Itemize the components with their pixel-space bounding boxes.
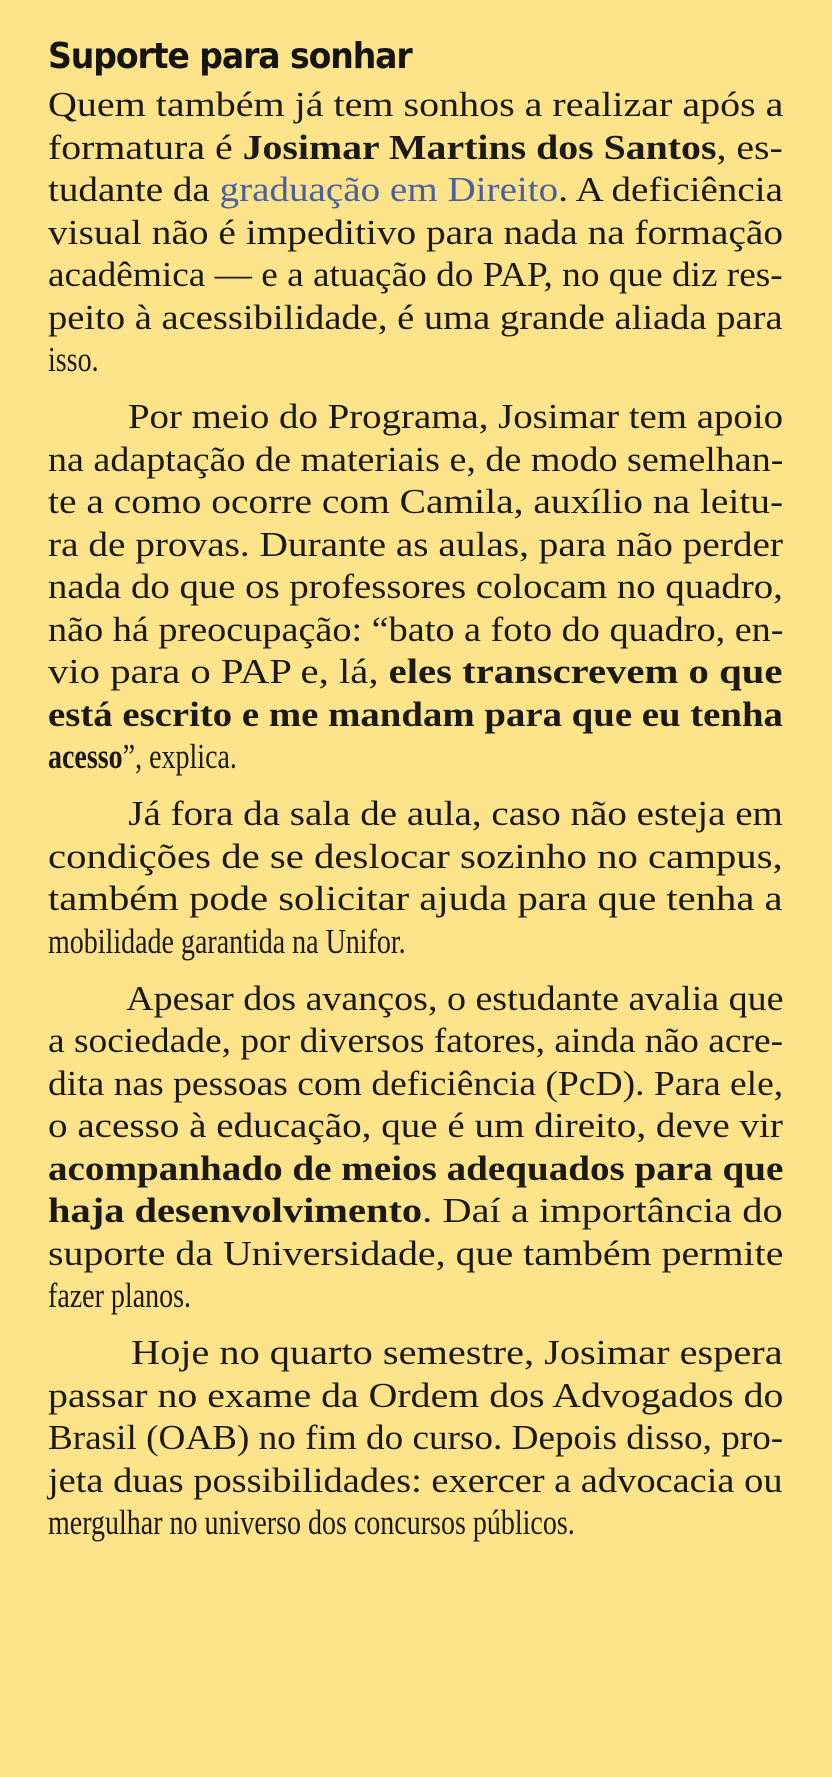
body-text: o acesso à educação, que é um direito, deve vir [48,1106,783,1145]
text-line [48,1502,636,1545]
body-text: isso. [48,340,99,379]
body-text: a sociedade, por diversos fatores, ainda não acre- [48,1021,784,1060]
body-text: . Daí a importância do [422,1191,783,1230]
body-text: visual não é impeditivo para nada na formação [48,212,784,252]
text-line [48,651,832,694]
paragraph [48,84,783,382]
body-text: vio para o PAP e, lá, [48,652,389,691]
text-line [48,1148,832,1191]
text-line [48,921,636,964]
body-text: passar no exame da Ordem dos Advogados do [48,1375,784,1415]
text-line [48,339,636,382]
body-text: condições de se deslocar sozinho no campus, [48,836,783,876]
text-line [48,694,832,737]
body-text: te a como ocorre com Camila, auxílio na leitu- [48,482,784,521]
emphasis-text: haja desenvolvimento [48,1191,423,1230]
body-text: Quem também já tem sonhos a realizar após a [48,85,784,124]
emphasis-text: Josimar Martins dos Santos [242,127,717,167]
emphasis-text: acompanhado de meios adequados para que [48,1148,784,1188]
body-text: nada do que os professores colocam no quadro, [48,567,783,606]
paragraph [48,1332,783,1545]
text-line [48,1460,832,1503]
text-line [48,793,832,836]
text-line [48,566,832,609]
text-line [48,609,832,652]
body-text: mobilidade garantida na Unifor. [48,921,406,961]
text-line [48,1375,832,1418]
emphasis-text: eles transcrevem o que [388,652,783,691]
text-line [48,212,832,255]
article-body [48,84,783,1559]
text-line [48,1105,832,1148]
emphasis-text: acesso [48,737,123,776]
text-line [48,297,832,340]
body-text: também pode solicitar ajuda para que tenha a [48,879,783,918]
body-text: acadêmica — e a atuação do PAP, no que diz res- [48,255,783,294]
body-text: Por meio do Programa, Josimar tem apoio [127,397,784,436]
text-line [48,169,832,212]
text-line [48,1275,636,1318]
body-text: suporte da Universidade, que também permite [48,1233,784,1273]
text-line [48,1417,829,1460]
text-line [48,396,832,439]
body-text: Já fora da sala de aula, caso não esteja em [128,794,783,833]
text-line [48,524,832,567]
body-text: formatura é [48,127,243,167]
body-text: não há preocupação: “bato a foto do quadro, en- [48,609,784,649]
text-line [48,481,832,524]
text-line [48,254,831,297]
body-text: Hoje no quarto semestre, Josimar espera [130,1333,783,1372]
text-line [48,836,832,879]
text-line [48,1190,832,1233]
text-line [48,127,832,170]
section-heading: Suporte para sonhar [48,36,412,77]
body-text: dita nas pessoas com deficiência (PcD). Para ele, [48,1063,784,1103]
text-line [48,736,636,779]
body-text: mergulhar no universo dos concursos públicos. [48,1503,575,1542]
body-text: ”, explica. [122,737,237,776]
course-link[interactable]: graduação em Direito [219,170,559,209]
body-text: Apesar dos avanços, o estudante avalia que [126,978,784,1018]
body-text: . A deficiência [558,170,783,209]
text-line [48,878,832,921]
text-line [48,439,832,482]
body-text: peito à acessibilidade, é uma grande aliada para [48,297,783,337]
body-text: tudante da [48,170,220,209]
paragraph [48,396,783,779]
body-text: na adaptação de materiais e, de modo semelhan- [48,439,784,479]
body-text: Brasil (OAB) no fim do curso. Depois disso, pro- [48,1418,784,1457]
paragraph [48,793,783,963]
text-line [48,84,832,127]
text-line [48,978,832,1021]
paragraph [48,978,783,1318]
text-line [48,1332,832,1375]
body-text: jeta duas possibilidades: exercer a advocacia ou [48,1460,783,1500]
text-line [48,1233,832,1276]
body-text: , es- [716,127,783,167]
text-line [48,1020,832,1063]
body-text: fazer planos. [48,1276,192,1315]
emphasis-text: está escrito e me mandam para que eu tenha [48,694,783,734]
body-text: ra de provas. Durante as aulas, para não perder [48,524,783,564]
text-line [48,1063,832,1106]
